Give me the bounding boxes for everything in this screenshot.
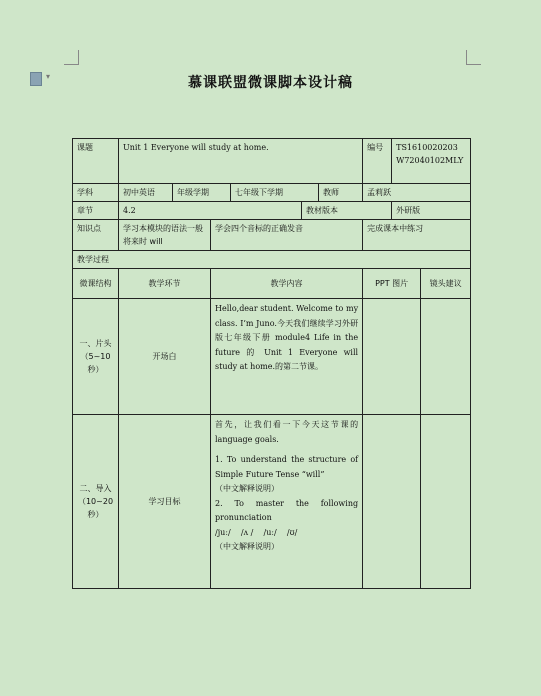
section-1-content-paragraph: Hello,dear student. Welcome to my class. I’m Juno.今天我们继续学习外研版七年级下册 module4 Life in the future 的 Unit 1 Everyone will study at home.的第二节课。	[215, 304, 359, 371]
section-1-structure: 一、片头（5~10 秒）	[73, 299, 119, 415]
label-course: 课题	[73, 139, 119, 184]
label-subject: 学科	[73, 184, 119, 202]
knowledge-point-2: 学会四个音标的正确发音	[211, 220, 363, 251]
label-knowledge: 知识点	[73, 220, 119, 251]
knowledge-point-3: 完成课本中练习	[363, 220, 471, 251]
section-1-ppt	[363, 299, 421, 415]
teaching-process-label: 教学过程	[73, 251, 471, 269]
teacher-value: 孟莉跃	[363, 184, 471, 202]
section-2-content-line-2: 1. To understand the structure of Simple Future Tense “will”	[215, 455, 359, 479]
label-teacher: 教师	[319, 184, 363, 202]
code-value	[392, 139, 471, 184]
section-2-step: 学习目标	[119, 415, 211, 589]
label-textbook: 教材版本	[302, 202, 392, 220]
code-value-line1: TS1610020203	[396, 143, 458, 152]
section-2-content-line-4: 2. To master the following pronunciation	[215, 498, 359, 522]
header-camera: 镜头建议	[421, 269, 471, 299]
label-chapter: 章节	[73, 202, 119, 220]
code-value-line2: W72040102MLY	[396, 156, 464, 165]
knowledge-point-1: 学习本模块的语法一般将来时 will	[119, 220, 211, 251]
section-2-structure: 二、导入（10~20 秒）	[73, 415, 119, 589]
page-corner-mark-top-left	[64, 50, 79, 65]
section-1-content	[211, 299, 363, 415]
section-2-content-line-5: /juː/ /ʌ / /uː/ /ʊ/	[215, 527, 298, 537]
subject-value: 初中英语	[119, 184, 173, 202]
section-1-camera	[421, 299, 471, 415]
chevron-down-icon[interactable]: ▾	[46, 72, 51, 81]
header-step: 教学环节	[119, 269, 211, 299]
header-structure: 微课结构	[73, 269, 119, 299]
textbook-value: 外研版	[392, 202, 471, 220]
section-2-content-line-3: （中文解释说明）	[215, 484, 279, 493]
course-value: Unit 1 Everyone will study at home.	[119, 139, 363, 184]
section-2-camera	[421, 415, 471, 589]
document-title: 慕课联盟微课脚本设计稿	[188, 75, 353, 91]
label-code: 编号	[363, 139, 392, 184]
header-content: 教学内容	[211, 269, 363, 299]
section-1-step: 开场白	[119, 299, 211, 415]
label-grade: 年级学期	[173, 184, 231, 202]
grade-value: 七年级下学期	[231, 184, 319, 202]
section-2-ppt	[363, 415, 421, 589]
page-corner-mark-top-right	[466, 50, 481, 65]
header-ppt: PPT 图片	[363, 269, 421, 299]
section-2-content	[211, 415, 363, 589]
section-2-content-line-6: （中文解释说明）	[215, 542, 279, 551]
section-2-content-line-1: 首先，让我们看一下今天这节课的 language goals.	[215, 420, 359, 444]
chapter-value: 4.2	[119, 202, 302, 220]
script-design-table	[72, 138, 471, 589]
